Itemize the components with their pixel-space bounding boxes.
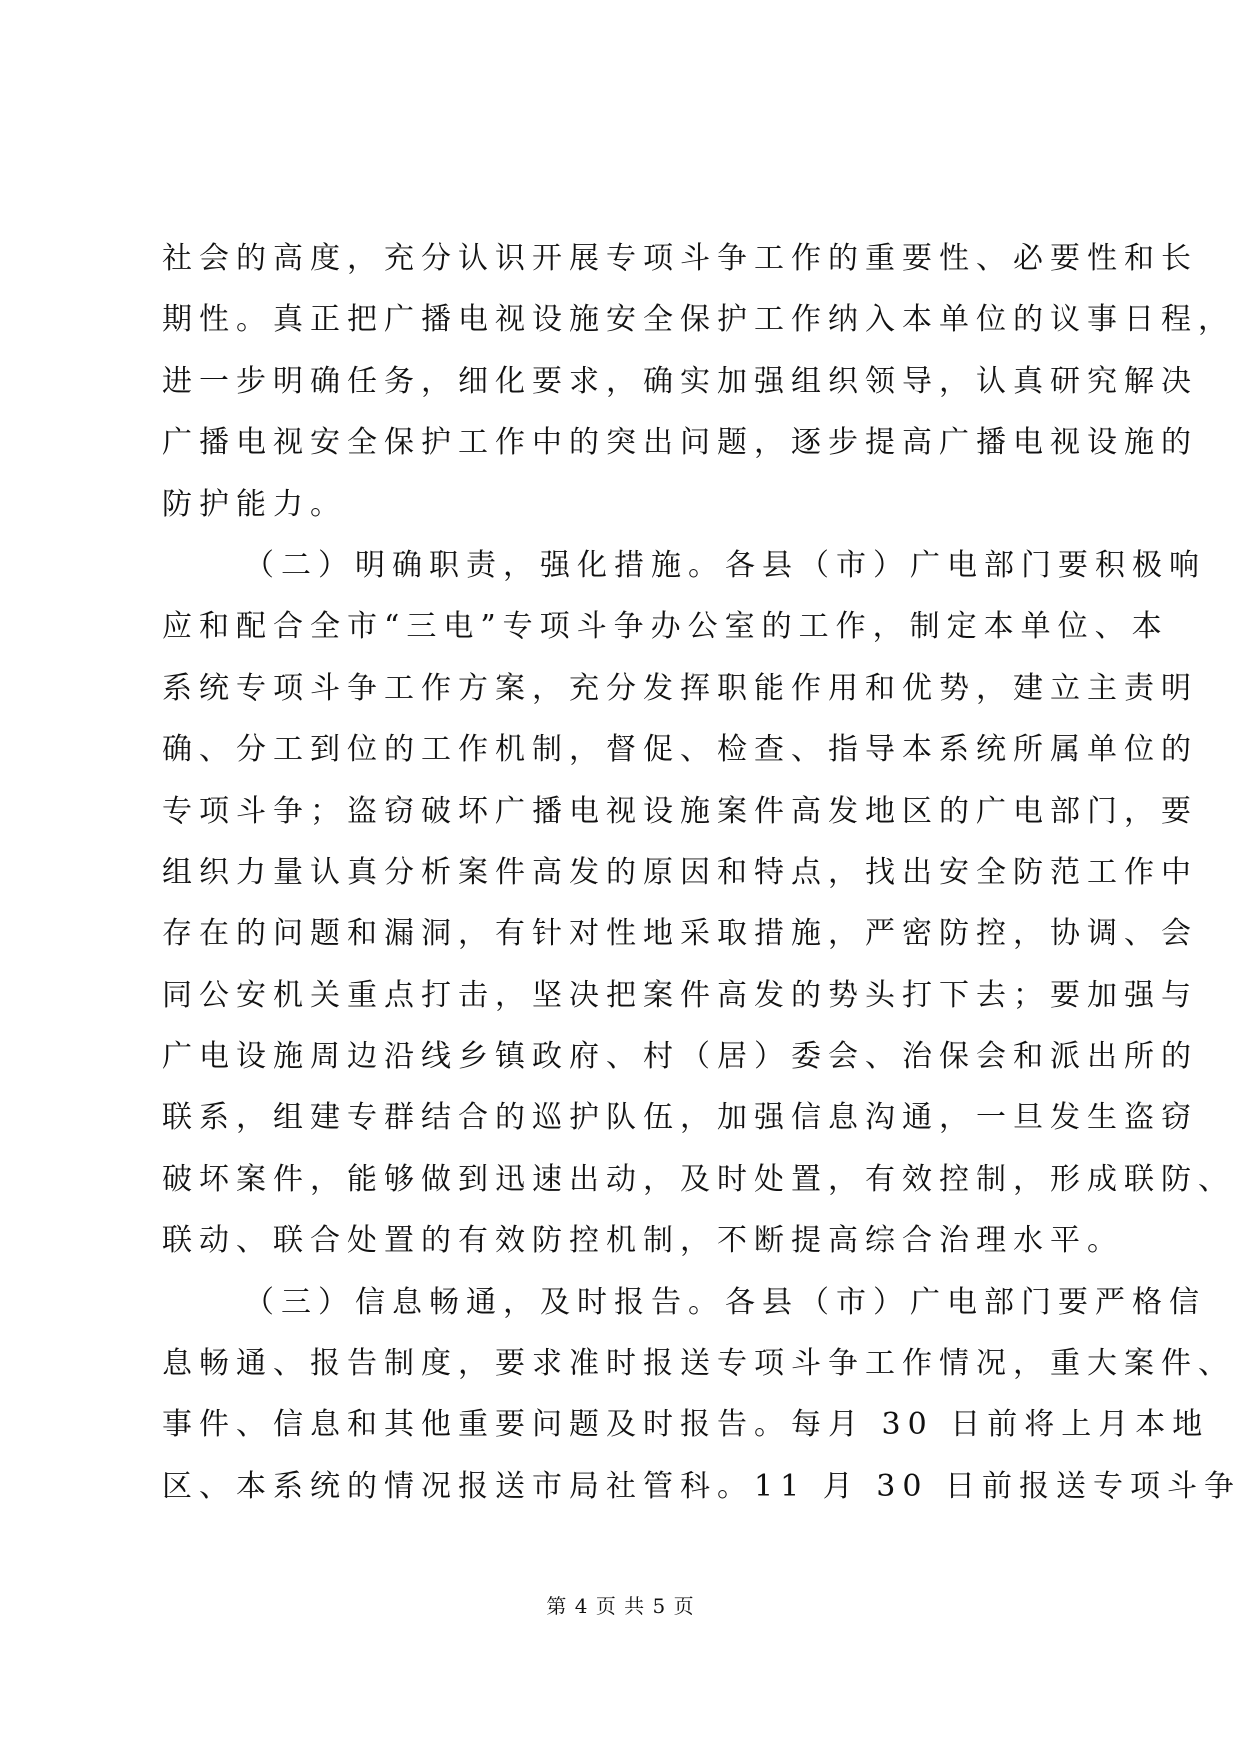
text-line: 应和配合全市“三电”专项斗争办公室的工作，制定本单位、本 (162, 609, 1169, 645)
section-3-heading-line: （三）信息畅通，及时报告。各县（市）广电部门要严格信 (244, 1284, 1206, 1320)
section-2-heading-line: （二）明确职责，强化措施。各县（市）广电部门要积极响 (244, 547, 1206, 583)
text-line: 联系，组建专群结合的巡护队伍，加强信息沟通，一旦发生盗窃 (162, 1100, 1198, 1136)
text-line: 存在的问题和漏洞，有针对性地采取措施，严密防控，协调、会 (162, 916, 1198, 952)
text-line: 息畅通、报告制度，要求准时报送专项斗争工作情况，重大案件、 (162, 1346, 1235, 1382)
page-number-footer: 第 4 页 共 5 页 (546, 1594, 695, 1618)
text-line: 区、本系统的情况报送市局社管科。11 月 30 日前报送专项斗争 (162, 1468, 1241, 1504)
text-line: 组织力量认真分析案件高发的原因和特点，找出安全防范工作中 (162, 854, 1198, 890)
text-line: 专项斗争；盗窃破坏广播电视设施案件高发地区的广电部门，要 (162, 793, 1198, 829)
text-line: 破坏案件，能够做到迅速出动，及时处置，有效控制，形成联防、 (162, 1161, 1235, 1197)
text-line: 系统专项斗争工作方案，充分发挥职能作用和优势，建立主责明 (162, 670, 1198, 706)
text-line: 事件、信息和其他重要问题及时报告。每月 30 日前将上月本地 (162, 1407, 1210, 1443)
text-line: 社会的高度，充分认识开展专项斗争工作的重要性、必要性和长 (162, 241, 1198, 276)
text-line: 广播电视安全保护工作中的突出问题，逐步提高广播电视设施的 (162, 425, 1198, 461)
body-text (162, 228, 1241, 1517)
text-line: 同公安机关重点打击，坚决把案件高发的势头打下去；要加强与 (162, 977, 1198, 1013)
text-line: 联动、联合处置的有效防控机制，不断提高综合治理水平。 (162, 1223, 1124, 1259)
text-line: 期性。真正把广播电视设施安全保护工作纳入本单位的议事日程， (162, 302, 1235, 338)
text-line: 防护能力。 (162, 486, 347, 522)
text-line: 广电设施周边沿线乡镇政府、村（居）委会、治保会和派出所的 (162, 1039, 1198, 1075)
text-line: 确、分工到位的工作机制，督促、检查、指导本系统所属单位的 (162, 732, 1198, 768)
text-line: 进一步明确任务，细化要求，确实加强组织领导，认真研究解决 (162, 363, 1198, 399)
